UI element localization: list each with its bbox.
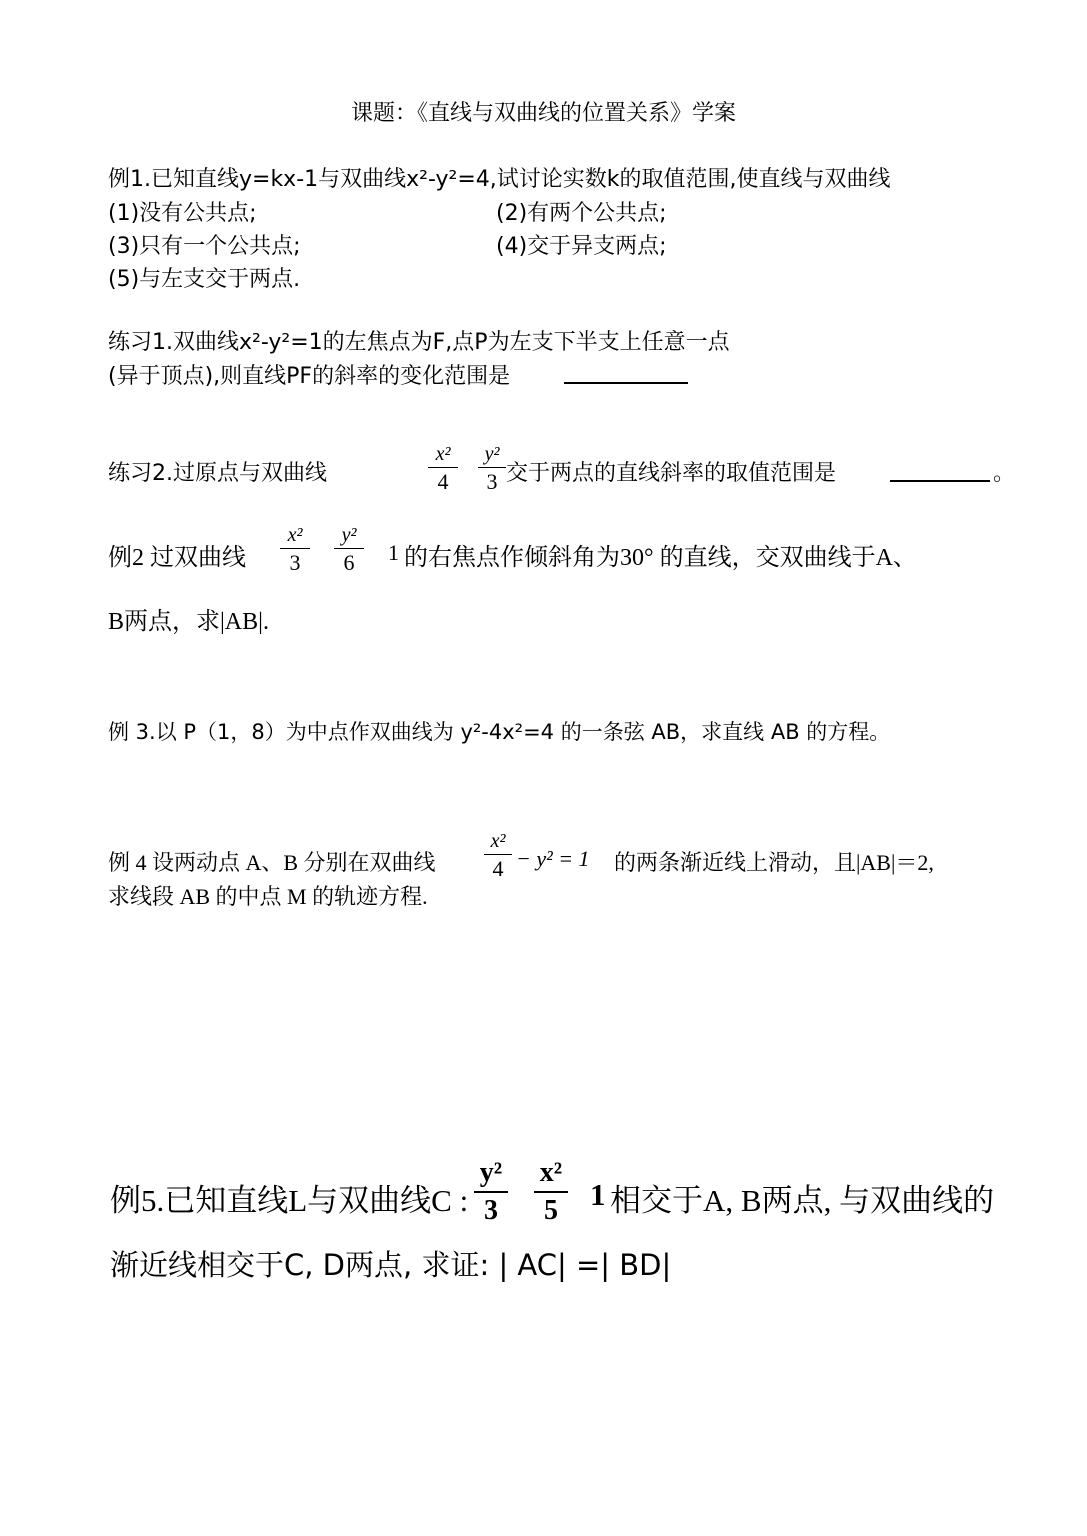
practice-1-line-2: (异于顶点),则直线PF的斜率的变化范围是 [108,364,511,389]
example-5-fraction-x [534,1158,568,1226]
fraction-denominator: 3 [289,550,301,575]
example-3-text: 例 3.以 P（1，8）为中点作双曲线为 y²-4x²=4 的一条弦 AB，求直线 AB 的方程。 [108,720,891,744]
example-4-fraction [484,830,512,881]
fraction-bar [484,854,512,855]
fraction-bar [334,548,364,549]
example-2-suffix: 的右焦点作倾斜角为30° 的直线，交双曲线于A、 [404,545,917,571]
practice-2-period: 。 [993,461,1016,486]
practice-2-answer-blank [890,480,990,482]
fraction-bar [428,467,458,468]
practice-2-suffix: 交于两点的直线斜率的取值范围是 [506,461,837,486]
fraction-numerator: x² [490,830,506,852]
example-5-rhs: 1 [590,1177,606,1212]
fraction-bar [534,1191,568,1193]
example-2-fraction-y [334,524,364,575]
fraction-denominator: 3 [486,469,498,494]
fraction-numerator: y² [341,524,357,546]
example-2-prefix: 例2 过双曲线 [108,545,246,571]
example-2-rhs: 1 [388,540,399,565]
fraction-denominator: 4 [437,469,449,494]
fraction-denominator: 5 [544,1195,558,1226]
fraction-denominator: 3 [484,1195,498,1226]
practice-2-fraction-x [428,443,458,494]
example-1-item-2: (2)有两个公共点; [496,201,667,226]
practice-2-prefix: 练习2.过原点与双曲线 [108,461,327,486]
fraction-bar [474,1191,508,1193]
practice-1-answer-blank [564,382,688,384]
fraction-numerator: y² [479,1157,503,1188]
example-1-stem: 例1.已知直线y=kx-1与双曲线x²-y²=4,试讨论实数k的取值范围,使直线与双曲线 [108,167,891,192]
example-5-suffix: 相交于A, B两点, 与双曲线的 [610,1183,995,1218]
example-4-line-2: 求线段 AB 的中点 M 的轨迹方程. [108,884,428,909]
example-4-prefix: 例 4 设两动点 A、B 分别在双曲线 [108,850,436,875]
example-5-prefix: 例5.已知直线L与双曲线C : [110,1183,469,1218]
practice-1-line-1: 练习1.双曲线x²-y²=1的左焦点为F,点P为左支下半支上任意一点 [108,330,730,355]
example-4-suffix: 的两条渐近线上滑动，且|AB|＝2, [614,850,934,875]
fraction-numerator: x² [435,443,451,465]
fraction-bar [478,467,506,468]
fraction-denominator: 4 [492,856,504,881]
example-5-line-2: 渐近线相交于C, D两点, 求证: | AC| =| BD| [110,1248,672,1282]
example-5-fraction-y [474,1158,508,1226]
example-1-item-1: (1)没有公共点; [108,201,257,226]
page-title: 课题：《直线与双曲线的位置关系》学案 [350,101,736,126]
example-1-item-5: (5)与左支交于两点. [108,267,301,292]
example-4-equation: − y² = 1 [516,846,590,871]
fraction-numerator: x² [539,1157,563,1188]
example-1-item-3: (3)只有一个公共点; [108,234,301,259]
fraction-denominator: 6 [343,550,355,575]
practice-2-fraction-y [478,443,506,494]
fraction-numerator: y² [484,443,500,465]
example-2-line-2: B两点，求|AB|. [108,609,269,635]
fraction-numerator: x² [287,524,303,546]
example-2-fraction-x [280,524,310,575]
fraction-bar [280,548,310,549]
example-1-item-4: (4)交于异支两点; [496,234,667,259]
